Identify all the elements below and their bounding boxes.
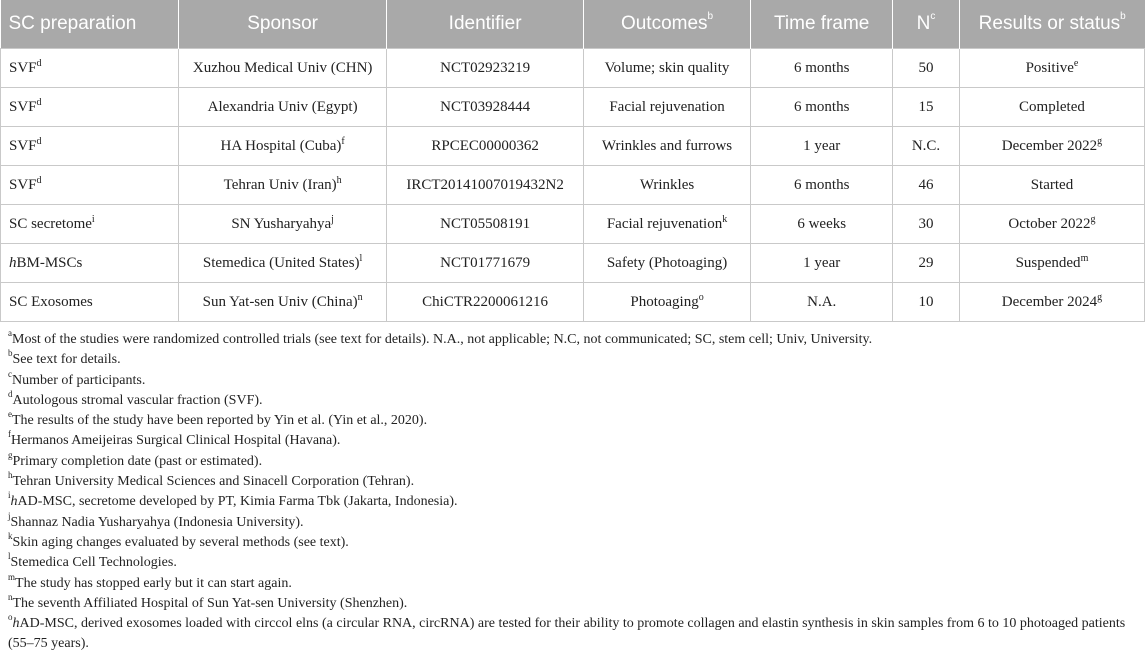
- cell-n: 15: [893, 88, 960, 127]
- cell-text: SC secretome: [9, 215, 92, 232]
- header-sponsor: [178, 0, 387, 49]
- italic-prefix: h: [9, 254, 17, 271]
- cell-sc-preparation: [1, 283, 179, 322]
- header-sc-preparation: [1, 0, 179, 49]
- footnote-mark: d: [36, 57, 42, 69]
- footnote: [8, 591, 1137, 614]
- cell-sponsor: [178, 166, 387, 205]
- cell-n: 46: [893, 166, 960, 205]
- cell-text: Stemedica (United States): [202, 254, 360, 271]
- table-footnotes: [0, 322, 1145, 655]
- cell-outcomes: [583, 127, 751, 166]
- cell-time-frame: 6 weeks: [751, 205, 893, 244]
- cell-n: 30: [893, 205, 960, 244]
- cell-sponsor: [178, 127, 387, 166]
- cell-text: Volume; skin quality: [604, 59, 730, 76]
- cell-sponsor: [178, 283, 387, 322]
- cell-results-status: [959, 49, 1144, 88]
- cell-text: Completed: [1019, 98, 1085, 115]
- cell-outcomes: [583, 283, 751, 322]
- footnote: [8, 411, 1137, 431]
- footnote-mark: a: [8, 328, 12, 338]
- footnote-mark: b: [1120, 11, 1126, 22]
- footnote: [8, 431, 1137, 451]
- header-label: N: [916, 13, 931, 34]
- footnote-mark: h: [8, 470, 13, 481]
- footnote: [8, 472, 1137, 492]
- cell-text: Facial rejuvenation: [609, 98, 725, 115]
- cell-sc-preparation: [1, 88, 179, 127]
- footnote-mark: n: [8, 591, 13, 602]
- footnote-mark: o: [698, 291, 704, 303]
- cell-results-status: [959, 166, 1144, 205]
- cell-time-frame: 6 months: [751, 88, 893, 127]
- cell-text: Started: [1030, 176, 1074, 193]
- cell-results-status: [959, 283, 1144, 322]
- header-label: Outcomes: [620, 13, 708, 34]
- footnote-mark: o: [8, 612, 13, 623]
- cell-text: HA Hospital (Cuba): [220, 137, 342, 154]
- footnote-mark: k: [722, 213, 728, 225]
- cell-text: SC Exosomes: [9, 293, 93, 310]
- footnote-mark: c: [8, 368, 12, 379]
- cell-time-frame: N.A.: [751, 283, 893, 322]
- cell-identifier: NCT03928444: [387, 88, 583, 127]
- cell-identifier: IRCT20141007019432N2: [387, 166, 583, 205]
- header-results-status: [959, 0, 1144, 49]
- italic-prefix: h: [12, 616, 20, 632]
- cell-sponsor: [178, 49, 387, 88]
- footnote-mark: i: [8, 490, 11, 501]
- footnote-mark: g: [1097, 291, 1103, 303]
- table-row: [1, 127, 1145, 166]
- cell-identifier: NCT01771679: [387, 244, 583, 283]
- footnote-mark: n: [357, 291, 363, 303]
- footnote: [8, 553, 1137, 573]
- cell-sc-preparation: [1, 49, 179, 88]
- footnote-text: The study has stopped early but it can start again.: [15, 575, 292, 591]
- header-label: Sponsor: [247, 13, 319, 34]
- table-header: [1, 0, 1145, 49]
- italic-prefix: h: [10, 494, 18, 510]
- cell-text: December 2022: [1001, 137, 1098, 154]
- cell-results-status: [959, 205, 1144, 244]
- header-time-frame: [751, 0, 893, 49]
- cell-text: Facial rejuvenation: [606, 215, 723, 232]
- footnote: [8, 350, 1137, 370]
- footnote-mark: e: [8, 409, 12, 420]
- table-body: [1, 49, 1145, 322]
- footnote-mark: l: [8, 551, 11, 562]
- footnote-mark: g: [1090, 213, 1096, 225]
- cell-sc-preparation: [1, 244, 179, 283]
- cell-sc-preparation: [1, 127, 179, 166]
- footnote: [8, 492, 1137, 512]
- cell-text: SVF: [9, 176, 37, 193]
- footnote-text: Most of the studies were randomized controlled trials (see text for details). N.A., not applicable; N.C, not communicated; SC, stem cell; Univ, University.: [12, 332, 873, 347]
- cell-sponsor: [178, 88, 387, 127]
- footnote-mark: d: [36, 174, 42, 186]
- cell-results-status: [959, 88, 1144, 127]
- cell-text: SVF: [9, 137, 37, 154]
- cell-identifier: NCT05508191: [387, 205, 583, 244]
- cell-text: Wrinkles: [639, 176, 695, 193]
- cell-identifier: ChiCTR2200061216: [387, 283, 583, 322]
- cell-text: Photoaging: [630, 293, 699, 310]
- cell-time-frame: 6 months: [751, 166, 893, 205]
- cell-text: BM-MSCs: [16, 254, 83, 271]
- footnote-text: Stemedica Cell Technologies.: [10, 555, 177, 571]
- header-label: Time frame: [774, 13, 870, 34]
- footnote-text: Number of participants.: [12, 372, 146, 388]
- header-label: Results or status: [978, 13, 1121, 34]
- footnote-text: See text for details.: [12, 352, 121, 368]
- cell-sponsor: [178, 205, 387, 244]
- footnote-text: The results of the study have been reported by Yin et al. (Yin et al., 2020).: [12, 413, 428, 429]
- footnote-mark: g: [8, 449, 13, 460]
- footnote-mark: b: [707, 11, 714, 22]
- footnote: [8, 530, 1137, 553]
- footnote-mark: e: [1073, 57, 1079, 69]
- cell-sponsor: [178, 244, 387, 283]
- footnote: [8, 449, 1137, 472]
- cell-time-frame: 1 year: [751, 244, 893, 283]
- table-row: [1, 244, 1145, 283]
- footnote-text: The seventh Affiliated Hospital of Sun Yat-sen University (Shenzhen).: [12, 595, 408, 611]
- cell-text: Alexandria Univ (Egypt): [207, 98, 358, 115]
- footnote-mark: k: [8, 530, 13, 541]
- header-label: Identifier: [448, 13, 522, 34]
- footnote-mark: m: [1080, 252, 1089, 264]
- footnote: [8, 614, 1137, 655]
- cell-time-frame: 6 months: [751, 49, 893, 88]
- cell-text: SVF: [9, 98, 37, 115]
- cell-outcomes: [583, 49, 751, 88]
- footnote-mark: j: [331, 213, 334, 225]
- cell-text: October 2022: [1008, 215, 1091, 232]
- footnote-text: Hermanos Ameijeiras Surgical Clinical Hospital (Havana).: [11, 433, 341, 449]
- cell-text: Suspended: [1015, 254, 1081, 271]
- cell-identifier: RPCEC00000362: [387, 127, 583, 166]
- footnote: [8, 571, 1137, 594]
- table-row: [1, 205, 1145, 244]
- cell-text: Sun Yat-sen Univ (China): [202, 293, 358, 310]
- table-row: [1, 49, 1145, 88]
- cell-n: 29: [893, 244, 960, 283]
- header-outcomes: [583, 0, 751, 49]
- table-row: [1, 283, 1145, 322]
- table-row: [1, 166, 1145, 205]
- cell-text: Positive: [1025, 59, 1074, 76]
- cell-identifier: NCT02923219: [387, 49, 583, 88]
- cell-n: N.C.: [893, 127, 960, 166]
- cell-time-frame: 1 year: [751, 127, 893, 166]
- footnote-mark: m: [8, 571, 16, 582]
- cell-text: Xuzhou Medical Univ (CHN): [192, 59, 373, 76]
- footnote-mark: b: [8, 348, 13, 359]
- footnote: [8, 510, 1137, 533]
- footnote-mark: j: [8, 510, 11, 521]
- clinical-trials-table: [0, 0, 1145, 322]
- footnote-mark: d: [8, 388, 13, 399]
- footnote-text: Shannaz Nadia Yusharyahya (Indonesia University).: [10, 514, 304, 530]
- cell-n: 10: [893, 283, 960, 322]
- footnote-mark: d: [36, 96, 42, 108]
- cell-text: Tehran Univ (Iran): [223, 176, 337, 193]
- footnote-text: AD-MSC, derived exosomes loaded with circcol elns (a circular RNA, circRNA) are tested for their ability to promote collagen and elastin synthesis in skin samples from 6 to 10 photoaged patients (55–75 years).: [8, 616, 1126, 652]
- cell-text: SVF: [9, 59, 37, 76]
- header-label: SC preparation: [8, 13, 137, 34]
- cell-outcomes: [583, 205, 751, 244]
- cell-text: Safety (Photoaging): [606, 254, 728, 271]
- cell-results-status: [959, 244, 1144, 283]
- cell-text: December 2024: [1001, 293, 1098, 310]
- footnote-text: AD-MSC, secretome developed by PT, Kimia Farma Tbk (Jakarta, Indonesia).: [17, 494, 458, 510]
- footnote-text: Tehran University Medical Sciences and Sinacell Corporation (Tehran).: [12, 474, 415, 490]
- cell-results-status: [959, 127, 1144, 166]
- header-identifier: [387, 0, 583, 49]
- cell-n: 50: [893, 49, 960, 88]
- table-row: [1, 88, 1145, 127]
- cell-text: Wrinkles and furrows: [601, 137, 733, 154]
- header-n: [893, 0, 960, 49]
- footnote: [8, 388, 1137, 411]
- footnote-mark: d: [36, 135, 42, 147]
- footnote-mark: l: [359, 252, 363, 264]
- cell-text: SN Yusharyahya: [231, 215, 332, 232]
- cell-outcomes: [583, 166, 751, 205]
- footnote-mark: i: [91, 213, 95, 225]
- footnote-mark: f: [341, 135, 345, 147]
- footnote-mark: f: [8, 429, 11, 440]
- cell-outcomes: [583, 244, 751, 283]
- footnote-text: Primary completion date (past or estimated).: [12, 453, 263, 469]
- footnote-mark: g: [1097, 135, 1103, 147]
- footnote-mark: c: [930, 11, 936, 22]
- footnote-mark: h: [336, 174, 342, 186]
- cell-sc-preparation: [1, 205, 179, 244]
- footnote-text: Autologous stromal vascular fraction (SVF).: [12, 392, 263, 408]
- cell-sc-preparation: [1, 166, 179, 205]
- footnote: [8, 368, 1137, 391]
- footnote-text: Skin aging changes evaluated by several methods (see text).: [12, 534, 349, 550]
- cell-outcomes: [583, 88, 751, 127]
- footnote: [8, 330, 1137, 350]
